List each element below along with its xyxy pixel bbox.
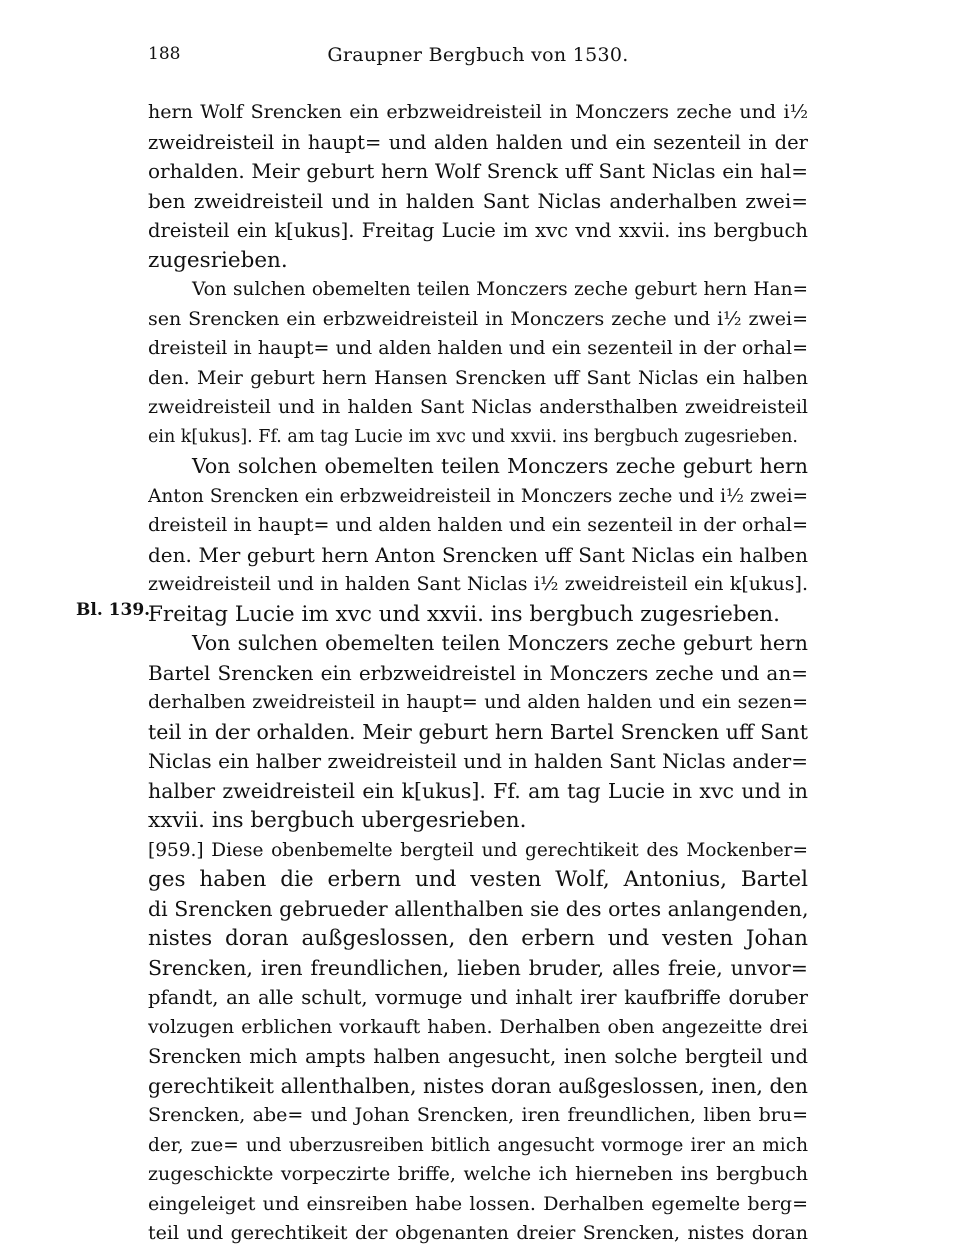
text-line: Anton Srencken ein erbzweidreisteil in Monczers zeche und i½ zwei= — [148, 485, 808, 507]
text-line: den. Meir geburt hern Hansen Srencken uff Sant Niclas ein halben — [148, 366, 808, 389]
text-line: dreisteil in haupt= und alden halden und ein sezenteil in der orhal= — [148, 337, 808, 359]
text-line: hern Wolf Srencken ein erbzweidreisteil in Monczers zeche und i½ — [148, 101, 808, 123]
text-line: ein k[ukus]. Ff. am tag Lucie im xvc und xxvii. ins bergbuch zugesrieben. — [148, 426, 798, 447]
text-line: zugeschickte vorpeczirte briffe, welche ich hierneben ins bergbuch — [148, 1163, 808, 1185]
text-line: di Srencken gebrueder allenthalben sie des ortes anlangenden, — [148, 896, 808, 921]
text-line: den. Mer geburt hern Anton Srencken uff Sant Niclas ein halben — [148, 542, 808, 567]
text-line: Srencken, abe= und Johan Srencken, iren freundlichen, liben bru= — [148, 1104, 808, 1126]
page-number: 188 — [148, 44, 181, 64]
text-line: zweidreisteil und in halden Sant Niclas i½ zweidreisteil ein k[ukus]. — [148, 573, 808, 595]
page-header — [148, 44, 808, 70]
text-line: sen Srencken ein erbzweidreisteil in Monczers zeche und i½ zwei= — [148, 307, 808, 330]
margin-folio-note: Bl. 139. — [76, 600, 151, 620]
text-line: volzugen erblichen vorkauft haben. Derhalben oben angezeitte drei — [148, 1015, 808, 1038]
text-line: teil und gerechtikeit der obgenanten dreier Srencken, nistes doran — [148, 1222, 808, 1244]
text-line: zweidreisteil in haupt= und alden halden und ein sezenteil in der — [148, 130, 808, 154]
text-line: zugesrieben. — [148, 247, 288, 273]
running-title: Graupner Bergbuch von 1530. — [327, 44, 629, 66]
text-body — [148, 98, 808, 1249]
text-line: gerechtikeit allenthalben, nistes doran außgeslossen, inen, den — [148, 1073, 808, 1098]
text-line: teil in der orhalden. Meir geburt hern Bartel Srencken uff Sant — [148, 719, 808, 744]
text-line: pfandt, an alle schult, vormuge und inhalt irer kaufbriffe doruber — [148, 986, 808, 1009]
text-line: Bartel Srencken ein erbzweidreistel in Monczers zeche und an= — [148, 660, 808, 685]
text-line: [959.] Diese obenbemelte bergteil und gerechtikeit des Mockenber= — [148, 839, 808, 861]
text-line: Niclas ein halber zweidreisteil und in halden Sant Niclas ander= — [148, 749, 808, 773]
text-line: halber zweidreisteil ein k[ukus]. Ff. am tag Lucie in xvc und in — [148, 778, 808, 803]
text-line: eingeleiget und einsreiben habe lossen. Derhalben egemelte berg= — [148, 1192, 808, 1215]
text-line: Srencken, iren freundlichen, lieben bruder, alles freie, unvor= — [148, 955, 808, 980]
text-line: Von solchen obemelten teilen Monczers zeche geburt hern — [192, 454, 808, 478]
text-line: der, zue= und uberzusreiben bitlich angesucht vormoge irer an mich — [148, 1134, 808, 1156]
text-line: Von sulchen obemelten teilen Monczers zeche geburt hern Han= — [192, 279, 808, 300]
text-line: dreisteil in haupt= und alden halden und ein sezenteil in der orhal= — [148, 514, 808, 536]
text-line: nistes doran außgeslossen, den erbern und vesten Johan — [148, 926, 808, 951]
text-line: ben zweidreisteil und in halden Sant Niclas anderhalben zwei= — [148, 188, 808, 213]
text-line: orhalden. Meir geburt hern Wolf Srenck uff Sant Niclas ein hal= — [148, 159, 808, 183]
text-line: Freitag Lucie im xvc und xxvii. ins bergbuch zugesrieben. — [148, 601, 780, 627]
text-line: ges haben die erbern und vesten Wolf, Antonius, Bartel — [148, 867, 808, 892]
text-line: Srencken mich ampts halben angesucht, inen solche bergteil und — [148, 1045, 808, 1068]
text-line: Von sulchen obemelten teilen Monczers zeche geburt hern — [192, 631, 808, 655]
text-line: derhalben zweidreisteil in haupt= und alden halden und ein sezen= — [148, 691, 808, 713]
text-line: xxvii. ins bergbuch ubergesrieben. — [148, 808, 527, 833]
text-line: dreisteil ein k[ukus]. Freitag Lucie im xvc vnd xxvii. ins bergbuch — [148, 219, 808, 242]
text-line: zweidreisteil und in halden Sant Niclas andersthalben zweidreisteil — [148, 396, 808, 418]
